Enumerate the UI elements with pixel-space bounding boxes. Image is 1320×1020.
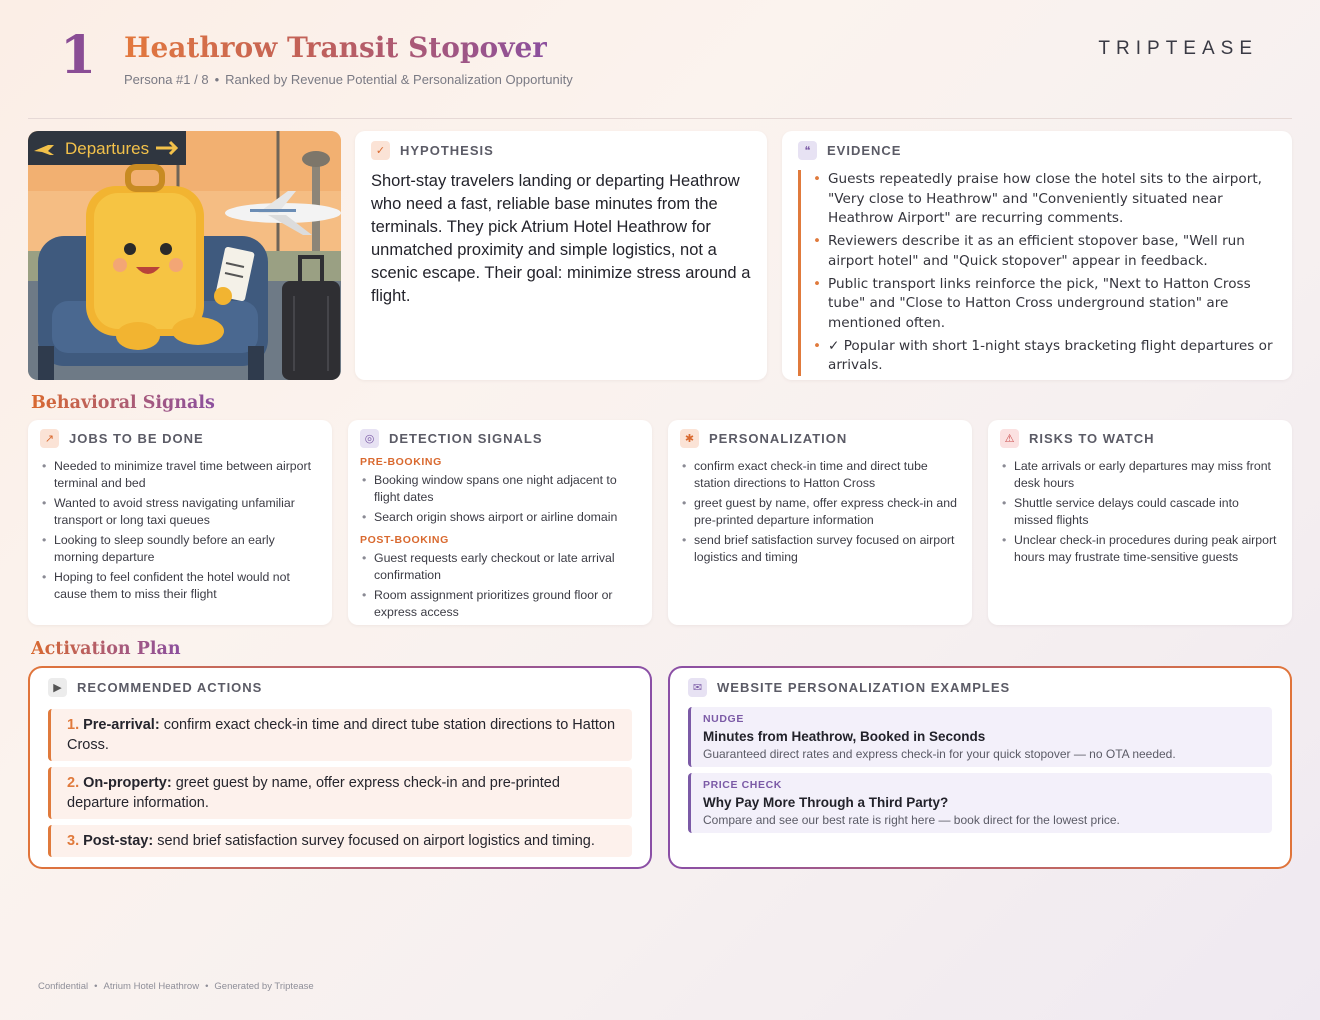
- example-title: Minutes from Heathrow, Booked in Seconds: [703, 729, 986, 744]
- step-label: Pre-arrival:: [83, 717, 160, 733]
- pre-booking-label: PRE-BOOKING: [360, 456, 442, 468]
- behavioral-signals-title: Behavioral Signals: [31, 393, 215, 413]
- risks-card: [988, 420, 1292, 625]
- quote-icon: ❝: [798, 141, 817, 160]
- page-footer: [38, 981, 314, 992]
- evidence-item: • Guests repeatedly praise how close the hotel sits to the airport, "Very close to Heathrow" and "Conveniently situated near Heathrow Airport" are recurring comments.: [813, 170, 1276, 229]
- hypothesis-text: Short-stay travelers landing or departing Heathrow who need a fast, reliable base minutes from the terminals. They pick Atrium Hotel Heathrow for unmatched proximity and simple logistics, not a scenic escape. Their goal: minimize stress around a flight.: [371, 172, 751, 305]
- list-item: • Search origin shows airport or airline domain: [360, 509, 640, 526]
- list-item: • Shuttle service delays could cascade into missed flights: [1000, 495, 1280, 529]
- detection-header: [360, 429, 640, 448]
- list-item: • Needed to minimize travel time between airport terminal and bed: [40, 458, 320, 492]
- persona-rank-number: 1: [60, 25, 97, 86]
- ranking-note: Ranked by Revenue Potential & Personalization Opportunity: [225, 72, 573, 87]
- asterisk-icon: ✱: [680, 429, 699, 448]
- actions-header: [48, 678, 632, 697]
- evidence-item: • Public transport links reinforce the pick, "Next to Hatton Cross tube" and "Close to Hatton Cross underground station" are mentioned often.: [813, 275, 1276, 334]
- actions-heading: RECOMMENDED ACTIONS: [77, 680, 263, 695]
- detection-heading: DETECTION SIGNALS: [389, 431, 543, 446]
- evidence-item: • ✓ Popular with short 1-night stays bracketing flight departures or arrivals.: [813, 337, 1276, 376]
- website-heading: WEBSITE PERSONALIZATION EXAMPLES: [717, 680, 1011, 695]
- separator: •: [214, 72, 220, 87]
- footer-hotel: Atrium Hotel Heathrow: [103, 981, 200, 992]
- hypothesis-card: [355, 131, 767, 380]
- example-title: Why Pay More Through a Third Party?: [703, 795, 949, 810]
- example-description: Guaranteed direct rates and express check-in for your quick stopover — no OTA needed.: [703, 747, 1176, 761]
- detection-signals-card: [348, 420, 652, 625]
- personalization-header: [680, 429, 960, 448]
- step-number: 2.: [67, 775, 80, 791]
- jobs-header: [40, 429, 320, 448]
- website-header: [688, 678, 1272, 697]
- list-item: • Booking window spans one night adjacent to flight dates: [360, 472, 640, 506]
- step-text: greet guest by name, offer express check-in and pre-printed departure information.: [67, 775, 560, 811]
- list-item: • Guest requests early checkout or late arrival confirmation: [360, 550, 640, 584]
- evidence-item: • Reviewers describe it as an efficient stopover base, "Well run airport hotel" and "Quick stopover" appear in feedback.: [813, 232, 1276, 271]
- separator: •: [205, 981, 209, 992]
- personalization-heading: PERSONALIZATION: [709, 431, 848, 446]
- recommended-actions-panel: [28, 666, 652, 869]
- risks-header: [1000, 429, 1280, 448]
- personalization-card: [668, 420, 972, 625]
- post-booking-list: [360, 550, 640, 621]
- page-subtitle: [124, 72, 573, 87]
- step-number: 3.: [67, 833, 80, 849]
- step-text: confirm exact check-in time and direct tube station directions to Hatton Cross.: [67, 717, 616, 753]
- list-item: • Late arrivals or early departures may miss front desk hours: [1000, 458, 1280, 492]
- list-item: • greet guest by name, offer express check-in and pre-printed departure information: [680, 495, 960, 529]
- evidence-card: [782, 131, 1292, 380]
- step-text: send brief satisfaction survey focused on airport logistics and timing.: [157, 833, 595, 849]
- radar-icon: ◎: [360, 429, 379, 448]
- personalization-example: [688, 707, 1272, 767]
- step-number: 1.: [67, 717, 80, 733]
- header-divider: [28, 118, 1292, 119]
- action-step: [48, 825, 632, 857]
- evidence-heading: EVIDENCE: [827, 143, 902, 158]
- check-icon: ✓: [371, 141, 390, 160]
- hero-illustration: [28, 131, 341, 380]
- risks-list: [1000, 458, 1280, 566]
- website-personalization-panel: [668, 666, 1292, 869]
- jobs-list: [40, 458, 320, 603]
- list-item: • Looking to sleep soundly before an early morning departure: [40, 532, 320, 566]
- personalization-example: [688, 773, 1272, 833]
- suitcase-character-illustration: [28, 131, 341, 380]
- footer-confidential: Confidential: [38, 981, 89, 992]
- action-step: [48, 767, 632, 819]
- departures-sign: Departures: [65, 139, 150, 158]
- list-item: • Wanted to avoid stress navigating unfamiliar transport or long taxi queues: [40, 495, 320, 529]
- brand-logo: TRIPTEASE: [1098, 38, 1258, 59]
- post-booking-label: POST-BOOKING: [360, 534, 449, 546]
- list-item: • confirm exact check-in time and direct tube station directions to Hatton Cross: [680, 458, 960, 492]
- persona-count: Persona #1 / 8: [124, 72, 209, 87]
- step-label: Post-stay:: [83, 833, 154, 849]
- activation-plan-title: Activation Plan: [31, 639, 181, 659]
- example-description: Compare and see our best rate is right here — book direct for the lowest price.: [703, 813, 1120, 827]
- footer-generator: Generated by Triptease: [214, 981, 314, 992]
- envelope-icon: ✉: [688, 678, 707, 697]
- pre-booking-list: [360, 472, 640, 526]
- hypothesis-header: [371, 141, 751, 160]
- trend-arrow-icon: ↗: [40, 429, 59, 448]
- jobs-heading: JOBS TO BE DONE: [69, 431, 204, 446]
- risks-heading: RISKS TO WATCH: [1029, 431, 1155, 446]
- example-label: PRICE CHECK: [703, 779, 782, 791]
- page-title: Heathrow Transit Stopover: [124, 31, 548, 64]
- list-item: • Room assignment prioritizes ground floor or express access: [360, 587, 640, 621]
- play-icon: ▶: [48, 678, 67, 697]
- jobs-to-be-done-card: [28, 420, 332, 625]
- step-label: On-property:: [83, 775, 172, 791]
- action-step: [48, 709, 632, 761]
- list-item: • Unclear check-in procedures during peak airport hours may frustrate time-sensitive guests: [1000, 532, 1280, 566]
- evidence-list: [798, 170, 1276, 376]
- separator: •: [94, 981, 98, 992]
- hypothesis-heading: HYPOTHESIS: [400, 143, 494, 158]
- personalization-list: [680, 458, 960, 566]
- warning-icon: ⚠: [1000, 429, 1019, 448]
- evidence-header: [798, 141, 1276, 160]
- list-item: • send brief satisfaction survey focused on airport logistics and timing: [680, 532, 960, 566]
- example-label: NUDGE: [703, 713, 744, 725]
- list-item: • Hoping to feel confident the hotel would not cause them to miss their flight: [40, 569, 320, 603]
